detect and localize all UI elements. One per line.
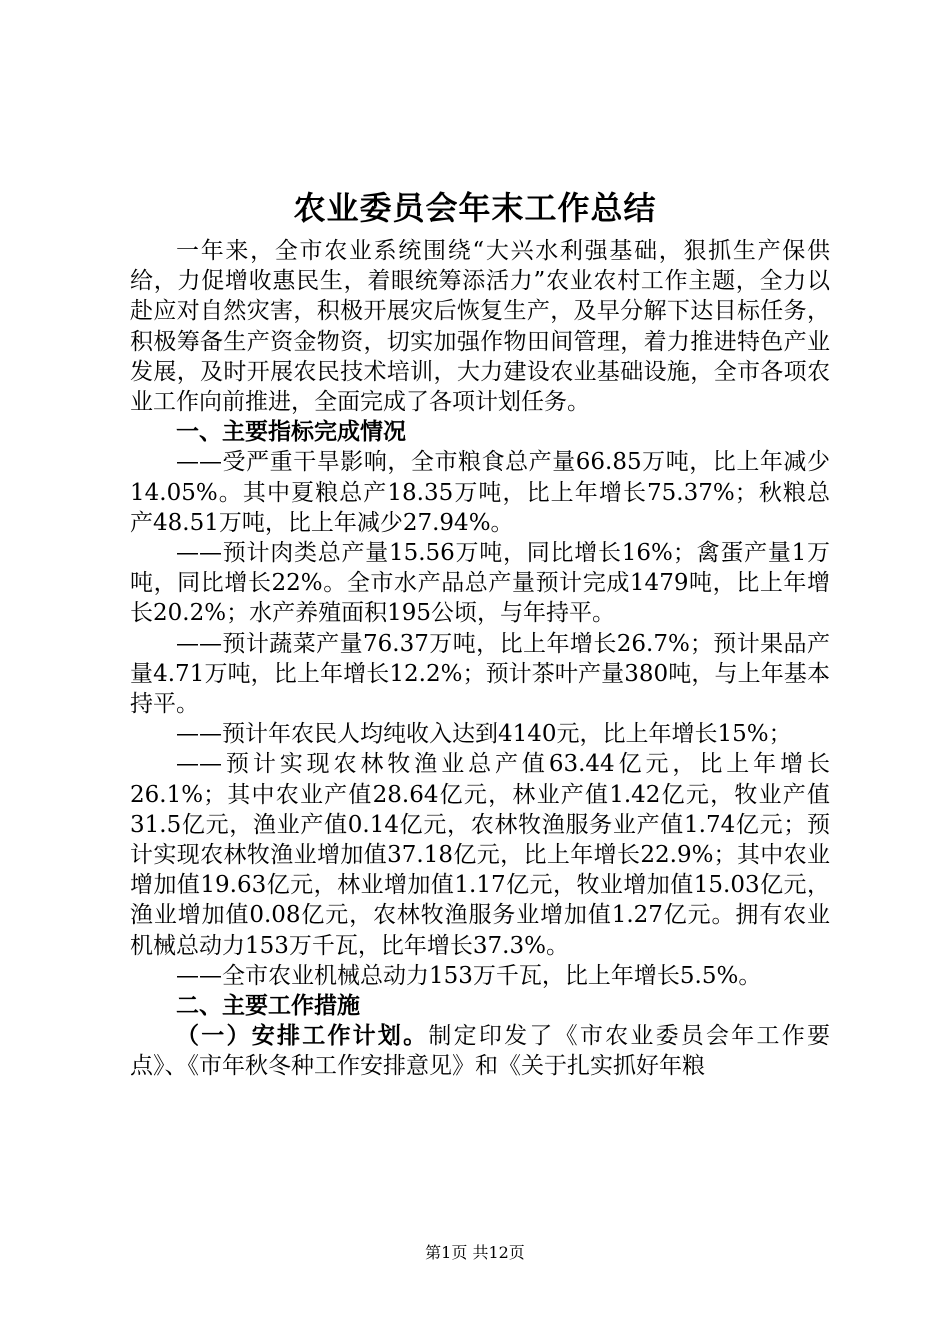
grain-paragraph: ——受严重干旱影响，全市粮食总产量66.85万吨，比上年减少14.05%。其中夏粮总产18.35万吨，比上年增长75.37%；秋粮总产48.51万吨，比上年减少27.94%。 <box>130 449 830 536</box>
work-plan-paragraph <box>130 1021 830 1081</box>
work-plan-text: 制定印发了《市农业委员会年工作要点》、《市年秋冬种工作安排意见》和《关于扎实抓好年粮 <box>130 1023 831 1080</box>
section-heading-1: 一、主要指标完成情况 <box>176 419 406 446</box>
section-heading-2: 二、主要工作措施 <box>176 993 360 1020</box>
income-paragraph: ——预计年农民人均纯收入达到4140元，比上年增长15%； <box>176 721 792 748</box>
document-title: 农业委员会年末工作总结 <box>293 189 657 227</box>
document-body <box>130 236 830 1082</box>
meat-paragraph: ——预计肉类总产量15.56万吨，同比增长16%；禽蛋产量1万吨，同比增长22%。全市水产品总产量预计完成1479吨，比上年增长20.2%；水产养殖面积195公顷，与年持平。 <box>130 540 830 627</box>
intro-paragraph: 一年来，全市农业系统围绕“大兴水利强基础，狠抓生产保供给，力促增收惠民生，着眼统筹添活力”农业农村工作主题，全力以赴应对自然灾害，积极开展灾后恢复生产，及早分解下达目标任务，积极筹备生产资金物资，切实加强作物田间管理，着力推进特色产业发展，及时开展农民技术培训，大力建设农业基础设施，全市各项农业工作向前推进，全面完成了各项计划任务。 <box>130 238 830 416</box>
output-value-paragraph: ——预计实现农林牧渔业总产值63.44亿元，比上年增长26.1%；其中农业产值28.64亿元，林业产值1.42亿元，牧业产值31.5亿元，渔业产值0.14亿元，农林牧渔服务业产值1.74亿元；预计实现农林牧渔业增加值37.18亿元，比上年增长22.9%；其中农业增加值19.63亿元，林业增加值1.17亿元，牧业增加值15.03亿元，渔业增加值0.08亿元，农林牧渔服务业增加值1.27亿元。拥有农业机械总动力153万千瓦，比年增长37.3%。 <box>130 751 830 959</box>
machinery-paragraph: ——全市农业机械总动力153万千瓦，比上年增长5.5%。 <box>176 962 762 989</box>
page-number: 第1页 共12页 <box>425 1243 525 1262</box>
work-plan-lead: （一）安排工作计划。 <box>176 1023 429 1050</box>
vegetable-paragraph: ——预计蔬菜产量76.37万吨，比上年增长26.7%；预计果品产量4.71万吨，比上年增长12.2%；预计茶叶产量380吨，与上年基本持平。 <box>130 630 830 718</box>
